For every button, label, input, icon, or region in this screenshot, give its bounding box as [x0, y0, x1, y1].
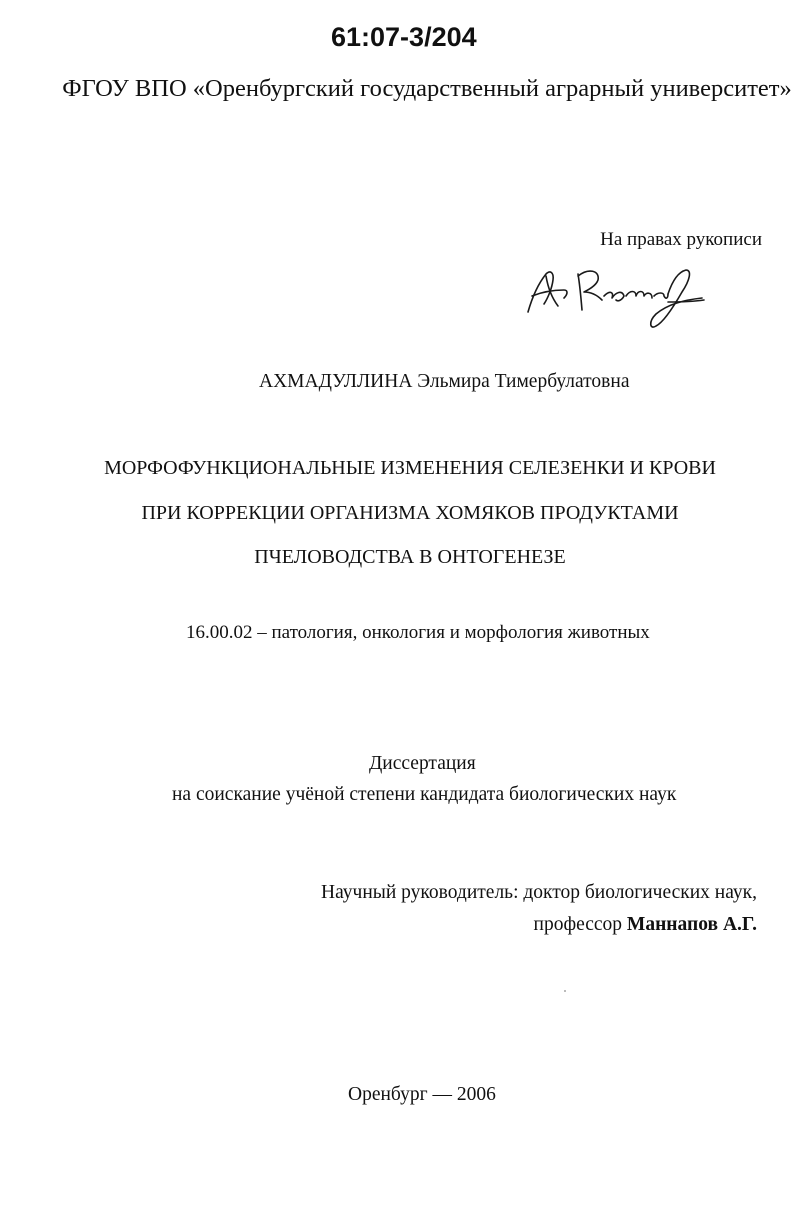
thesis-title-line-3: ПЧЕЛОВОДСТВА В ОНТОГЕНЕЗЕ	[254, 546, 566, 568]
institution-name: ФГОУ ВПО «Оренбургский государственный аграрный университет»	[62, 75, 792, 102]
handwritten-signature-icon	[518, 252, 708, 336]
dissertation-label: Диссертация	[369, 753, 476, 774]
degree-statement: на соискание учёной степени кандидата биологических наук	[172, 784, 677, 805]
advisor-name: Маннапов А.Г.	[626, 914, 757, 935]
scan-speck	[564, 990, 566, 992]
advisor-line: Научный руководитель: доктор биологических наук,	[321, 882, 757, 903]
archive-stamp-number: 61:07-3/204	[331, 22, 477, 52]
specialty-code: 16.00.02 – патология, онкология и морфология животных	[186, 622, 650, 643]
advisor-name-line	[534, 915, 757, 935]
thesis-title-line-1: МОРФОФУНКЦИОНАЛЬНЫЕ ИЗМЕНЕНИЯ СЕЛЕЗЕНКИ И КРОВИ	[104, 457, 716, 479]
thesis-title-line-2: ПРИ КОРРЕКЦИИ ОРГАНИЗМА ХОМЯКОВ ПРОДУКТАМИ	[141, 502, 679, 524]
author-name: АХМАДУЛЛИНА Эльмира Тимербулатовна	[259, 371, 630, 392]
city-year: Оренбург — 2006	[348, 1084, 496, 1105]
advisor-title: профессор	[533, 914, 627, 935]
rights-notice: На правах рукописи	[600, 229, 762, 250]
